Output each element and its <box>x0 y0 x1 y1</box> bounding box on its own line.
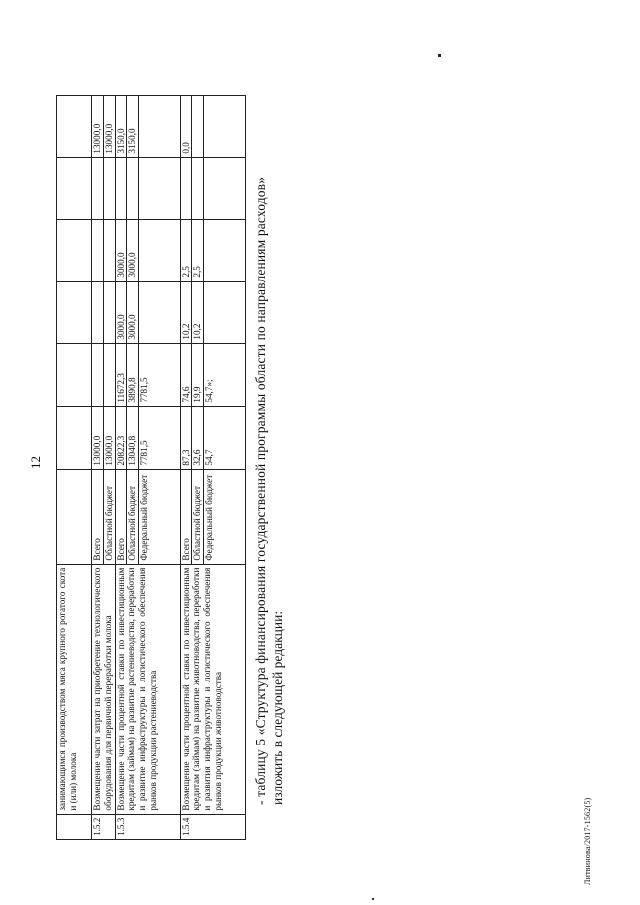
value: 13000,0 <box>92 407 104 469</box>
value: 19,9 <box>192 344 204 406</box>
measure-text-cell: занимающимся производством мяса крупного рогатого скота и (или) молока <box>57 564 92 814</box>
value: 13000,0 <box>103 435 114 466</box>
value-cell <box>115 343 180 406</box>
value: 13040,8 <box>127 407 139 469</box>
value: 2,5 <box>181 220 193 281</box>
value: 13000,0 <box>92 96 104 157</box>
value: 0,0 <box>181 96 193 157</box>
value: 20822,3 <box>116 407 128 469</box>
value-cell <box>57 157 92 219</box>
value <box>92 282 104 343</box>
value <box>104 161 115 216</box>
value <box>204 285 215 340</box>
value: 11672,3 <box>116 344 128 406</box>
value <box>116 158 128 219</box>
amendment-paragraph-continuation: изложить в следующей редакции: <box>270 610 285 805</box>
value: 54,7 <box>204 449 215 466</box>
value: 7781,5 <box>139 377 150 403</box>
value-cell <box>92 343 116 406</box>
value: 10,2 <box>192 282 204 343</box>
measure-text-cell: Возмещение части затрат на приобретение технологического оборудования для первичной переработки молока <box>92 564 116 814</box>
source-label: Всего <box>181 470 193 564</box>
table-row <box>57 95 92 839</box>
value-cell <box>92 406 116 469</box>
value: 74,6 <box>181 344 193 406</box>
source-label: Областной бюджет <box>192 470 204 564</box>
value <box>104 285 115 340</box>
scan-speck <box>372 898 374 900</box>
source-label: Всего <box>92 470 104 564</box>
value <box>92 220 104 281</box>
value <box>192 158 204 219</box>
source-label: Всего <box>116 470 128 564</box>
source-label: Федеральный бюджет <box>139 474 150 561</box>
value-cell <box>180 219 245 281</box>
table-row <box>115 95 180 839</box>
source-cell <box>57 469 92 564</box>
table-row <box>92 95 116 839</box>
value-cell <box>180 406 245 469</box>
row-number-cell: 1.5.4 <box>180 814 245 839</box>
value: 3150,0 <box>127 96 139 157</box>
source-label: Федеральный бюджет <box>204 474 215 561</box>
value: 3000,0 <box>116 220 128 281</box>
value <box>139 99 150 154</box>
value-cell <box>92 95 116 157</box>
value <box>92 344 104 406</box>
value <box>139 285 150 340</box>
value <box>204 99 215 154</box>
value-cell <box>92 157 116 219</box>
measure-text-cell: Возмещение части процентной ставки по инвестиционным кредитам (займам) на развитие животноводства, переработки и развития инфраструктуры и логистического обеспечения рынков продукции животноводства <box>180 564 245 814</box>
value: 3000,0 <box>116 282 128 343</box>
value-cell <box>57 95 92 157</box>
value: 3890,8 <box>127 344 139 406</box>
row-number-cell: 1.5.2 <box>92 814 116 839</box>
source-cell <box>180 469 245 564</box>
value <box>139 223 150 278</box>
financing-table <box>56 95 246 840</box>
value-cell <box>57 219 92 281</box>
row-number-cell: 1.5.3 <box>115 814 180 839</box>
value: 13000,0 <box>103 123 114 154</box>
value: 3000,0 <box>127 220 139 281</box>
value-cell <box>115 406 180 469</box>
value <box>127 158 139 219</box>
value: 54,7»; <box>204 379 215 403</box>
value-cell <box>180 343 245 406</box>
source-label: Областной бюджет <box>127 470 139 564</box>
value <box>204 161 215 216</box>
value <box>139 161 150 216</box>
measure-text-cell: Возмещение части процентной ставки по инвестиционным кредитам (займам) на развитие растениеводства, переработки и развитие инфраструктуры и логистического обеспечения рынков продукции растениеводства <box>115 564 180 814</box>
value-cell <box>115 157 180 219</box>
value-cell <box>180 95 245 157</box>
page-number: 12 <box>28 456 43 469</box>
value <box>204 223 215 278</box>
value: 3150,0 <box>116 96 128 157</box>
value: 3000,0 <box>127 282 139 343</box>
value: 10,2 <box>181 282 193 343</box>
source-label: Областной бюджет <box>103 486 114 561</box>
value <box>192 96 204 157</box>
value-cell <box>57 343 92 406</box>
value-cell <box>57 281 92 343</box>
value <box>181 158 193 219</box>
value-cell <box>92 219 116 281</box>
table-row <box>180 95 245 839</box>
value-cell <box>180 281 245 343</box>
value-cell <box>115 219 180 281</box>
document-id: Литвинова/2017-1562(5) <box>583 797 592 885</box>
amendment-paragraph: - таблицу 5 «Структура финансирования государственной программы области по направлениям расходов» <box>253 176 268 805</box>
value-cell <box>115 281 180 343</box>
scan-speck <box>438 54 441 57</box>
value-cell <box>180 157 245 219</box>
value: 2,5 <box>192 220 204 281</box>
value-cell <box>57 406 92 469</box>
value <box>104 223 115 278</box>
value: 87,3 <box>181 407 193 469</box>
value <box>92 158 104 219</box>
value-cell <box>92 281 116 343</box>
value <box>104 347 115 403</box>
source-cell <box>115 469 180 564</box>
row-number-cell <box>57 814 92 839</box>
value: 7781,5 <box>139 440 150 466</box>
value: 32,6 <box>192 407 204 469</box>
source-cell <box>92 469 116 564</box>
value-cell <box>115 95 180 157</box>
